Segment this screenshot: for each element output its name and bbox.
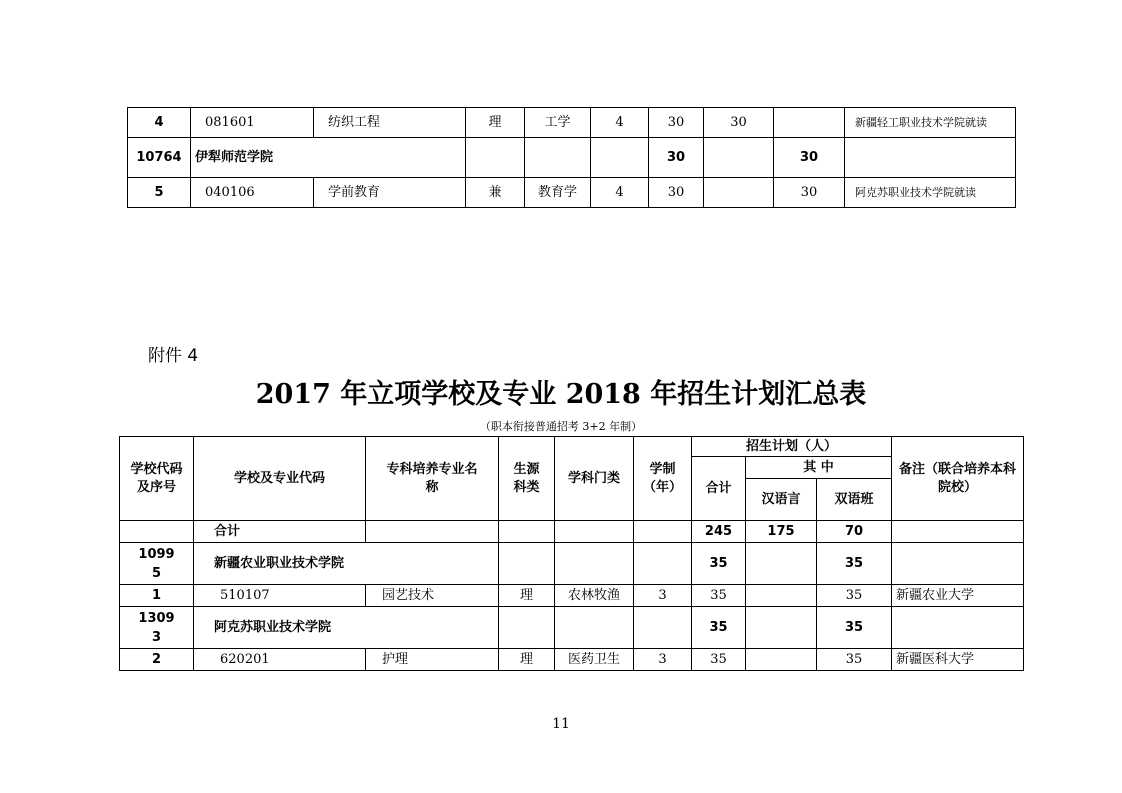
total-label-cell: 合计 (194, 521, 366, 543)
total-cell: 35 (692, 607, 746, 649)
page-number: 11 (552, 716, 570, 732)
total-row (120, 521, 1024, 543)
table-row (120, 585, 1024, 607)
total-cell: 30 (649, 138, 704, 178)
empty-cell (634, 521, 692, 543)
empty-cell (120, 521, 194, 543)
empty-cell (555, 521, 634, 543)
total-cell: 35 (692, 649, 746, 671)
header-school-code: 学校代码及序号 (120, 437, 194, 521)
header-note: 备注（联合培养本科院校） (892, 437, 1024, 521)
category-cell: 理 (499, 585, 555, 607)
discipline-cell: 农林牧渔 (555, 585, 634, 607)
major-cell: 纺织工程 (314, 108, 466, 138)
note-cell: 新疆轻工职业技术学院就读 (845, 108, 1016, 138)
table-row (128, 108, 1016, 138)
bilingual-cell: 30 (774, 178, 845, 208)
years-cell: 3 (634, 585, 692, 607)
table-row-school (120, 607, 1024, 649)
header-plan: 招生计划（人） (692, 437, 892, 457)
empty-cell (892, 521, 1024, 543)
attachment-label: 附件 4 (148, 346, 199, 366)
han-cell: 175 (746, 521, 817, 543)
total-cell: 35 (692, 543, 746, 585)
total-cell: 30 (649, 178, 704, 208)
header-row (120, 437, 1024, 457)
empty-cell (746, 543, 817, 585)
header-discipline: 学科门类 (555, 437, 634, 521)
empty-cell (499, 521, 555, 543)
empty-cell (555, 607, 634, 649)
seq-cell: 1 (120, 585, 194, 607)
code-cell: 081601 (191, 108, 314, 138)
bilingual-cell: 70 (817, 521, 892, 543)
years-cell: 4 (591, 178, 649, 208)
bilingual-cell: 30 (774, 138, 845, 178)
header-total: 合计 (692, 457, 746, 521)
seq-cell: 5 (128, 178, 191, 208)
empty-cell (704, 138, 774, 178)
seq-cell: 10764 (128, 138, 191, 178)
seq-cell: 10995 (120, 543, 194, 585)
years-cell: 3 (634, 649, 692, 671)
category-cell: 理 (466, 108, 525, 138)
table-row-school (120, 543, 1024, 585)
years-cell: 4 (591, 108, 649, 138)
table-row (128, 178, 1016, 208)
empty-cell (525, 138, 591, 178)
code-cell: 510107 (194, 585, 366, 607)
seq-cell: 13093 (120, 607, 194, 649)
discipline-cell: 教育学 (525, 178, 591, 208)
han-cell (704, 178, 774, 208)
empty-cell (892, 543, 1024, 585)
empty-cell (845, 138, 1016, 178)
category-cell: 理 (499, 649, 555, 671)
empty-cell (746, 607, 817, 649)
empty-cell (634, 607, 692, 649)
code-cell: 620201 (194, 649, 366, 671)
total-cell: 35 (692, 585, 746, 607)
han-cell (746, 585, 817, 607)
seq-cell: 4 (128, 108, 191, 138)
discipline-cell: 工学 (525, 108, 591, 138)
discipline-cell: 医药卫生 (555, 649, 634, 671)
category-cell: 兼 (466, 178, 525, 208)
table-row (120, 649, 1024, 671)
empty-cell (366, 521, 499, 543)
empty-cell (555, 543, 634, 585)
seq-cell: 2 (120, 649, 194, 671)
han-cell (746, 649, 817, 671)
empty-cell (499, 543, 555, 585)
header-among: 其 中 (746, 457, 892, 479)
header-years: 学制（年） (634, 437, 692, 521)
major-cell: 园艺技术 (366, 585, 499, 607)
bilingual-cell (774, 108, 845, 138)
page-subtitle: （职本衔接普通招考 3+2 年制） (479, 420, 643, 433)
enrollment-plan-table (119, 436, 1024, 671)
header-bilingual: 双语班 (817, 479, 892, 521)
note-cell: 阿克苏职业技术学院就读 (845, 178, 1016, 208)
total-cell: 245 (692, 521, 746, 543)
header-major-name: 专科培养专业名称 (366, 437, 499, 521)
note-cell: 新疆医科大学 (892, 649, 1024, 671)
empty-cell (892, 607, 1024, 649)
header-han: 汉语言 (746, 479, 817, 521)
empty-cell (499, 607, 555, 649)
table-row-school (128, 138, 1016, 178)
bilingual-cell: 35 (817, 543, 892, 585)
major-cell: 学前教育 (314, 178, 466, 208)
header-student-category: 生源科类 (499, 437, 555, 521)
empty-cell (634, 543, 692, 585)
code-cell: 040106 (191, 178, 314, 208)
note-cell: 新疆农业大学 (892, 585, 1024, 607)
page-title: 2017 年立项学校及专业 2018 年招生计划汇总表 (255, 379, 867, 410)
bilingual-cell: 35 (817, 585, 892, 607)
empty-cell (591, 138, 649, 178)
continuation-table (127, 107, 1016, 208)
major-cell: 护理 (366, 649, 499, 671)
bilingual-cell: 35 (817, 649, 892, 671)
total-cell: 30 (649, 108, 704, 138)
school-name-text: 新疆农业职业技术学院 (214, 556, 345, 571)
school-name-cell (194, 543, 499, 585)
header-school-major-code: 学校及专业代码 (194, 437, 366, 521)
bilingual-cell: 35 (817, 607, 892, 649)
school-name-cell: 伊犁师范学院 (191, 138, 466, 178)
han-cell: 30 (704, 108, 774, 138)
school-name-cell: 阿克苏职业技术学院 (194, 607, 499, 649)
empty-cell (466, 138, 525, 178)
